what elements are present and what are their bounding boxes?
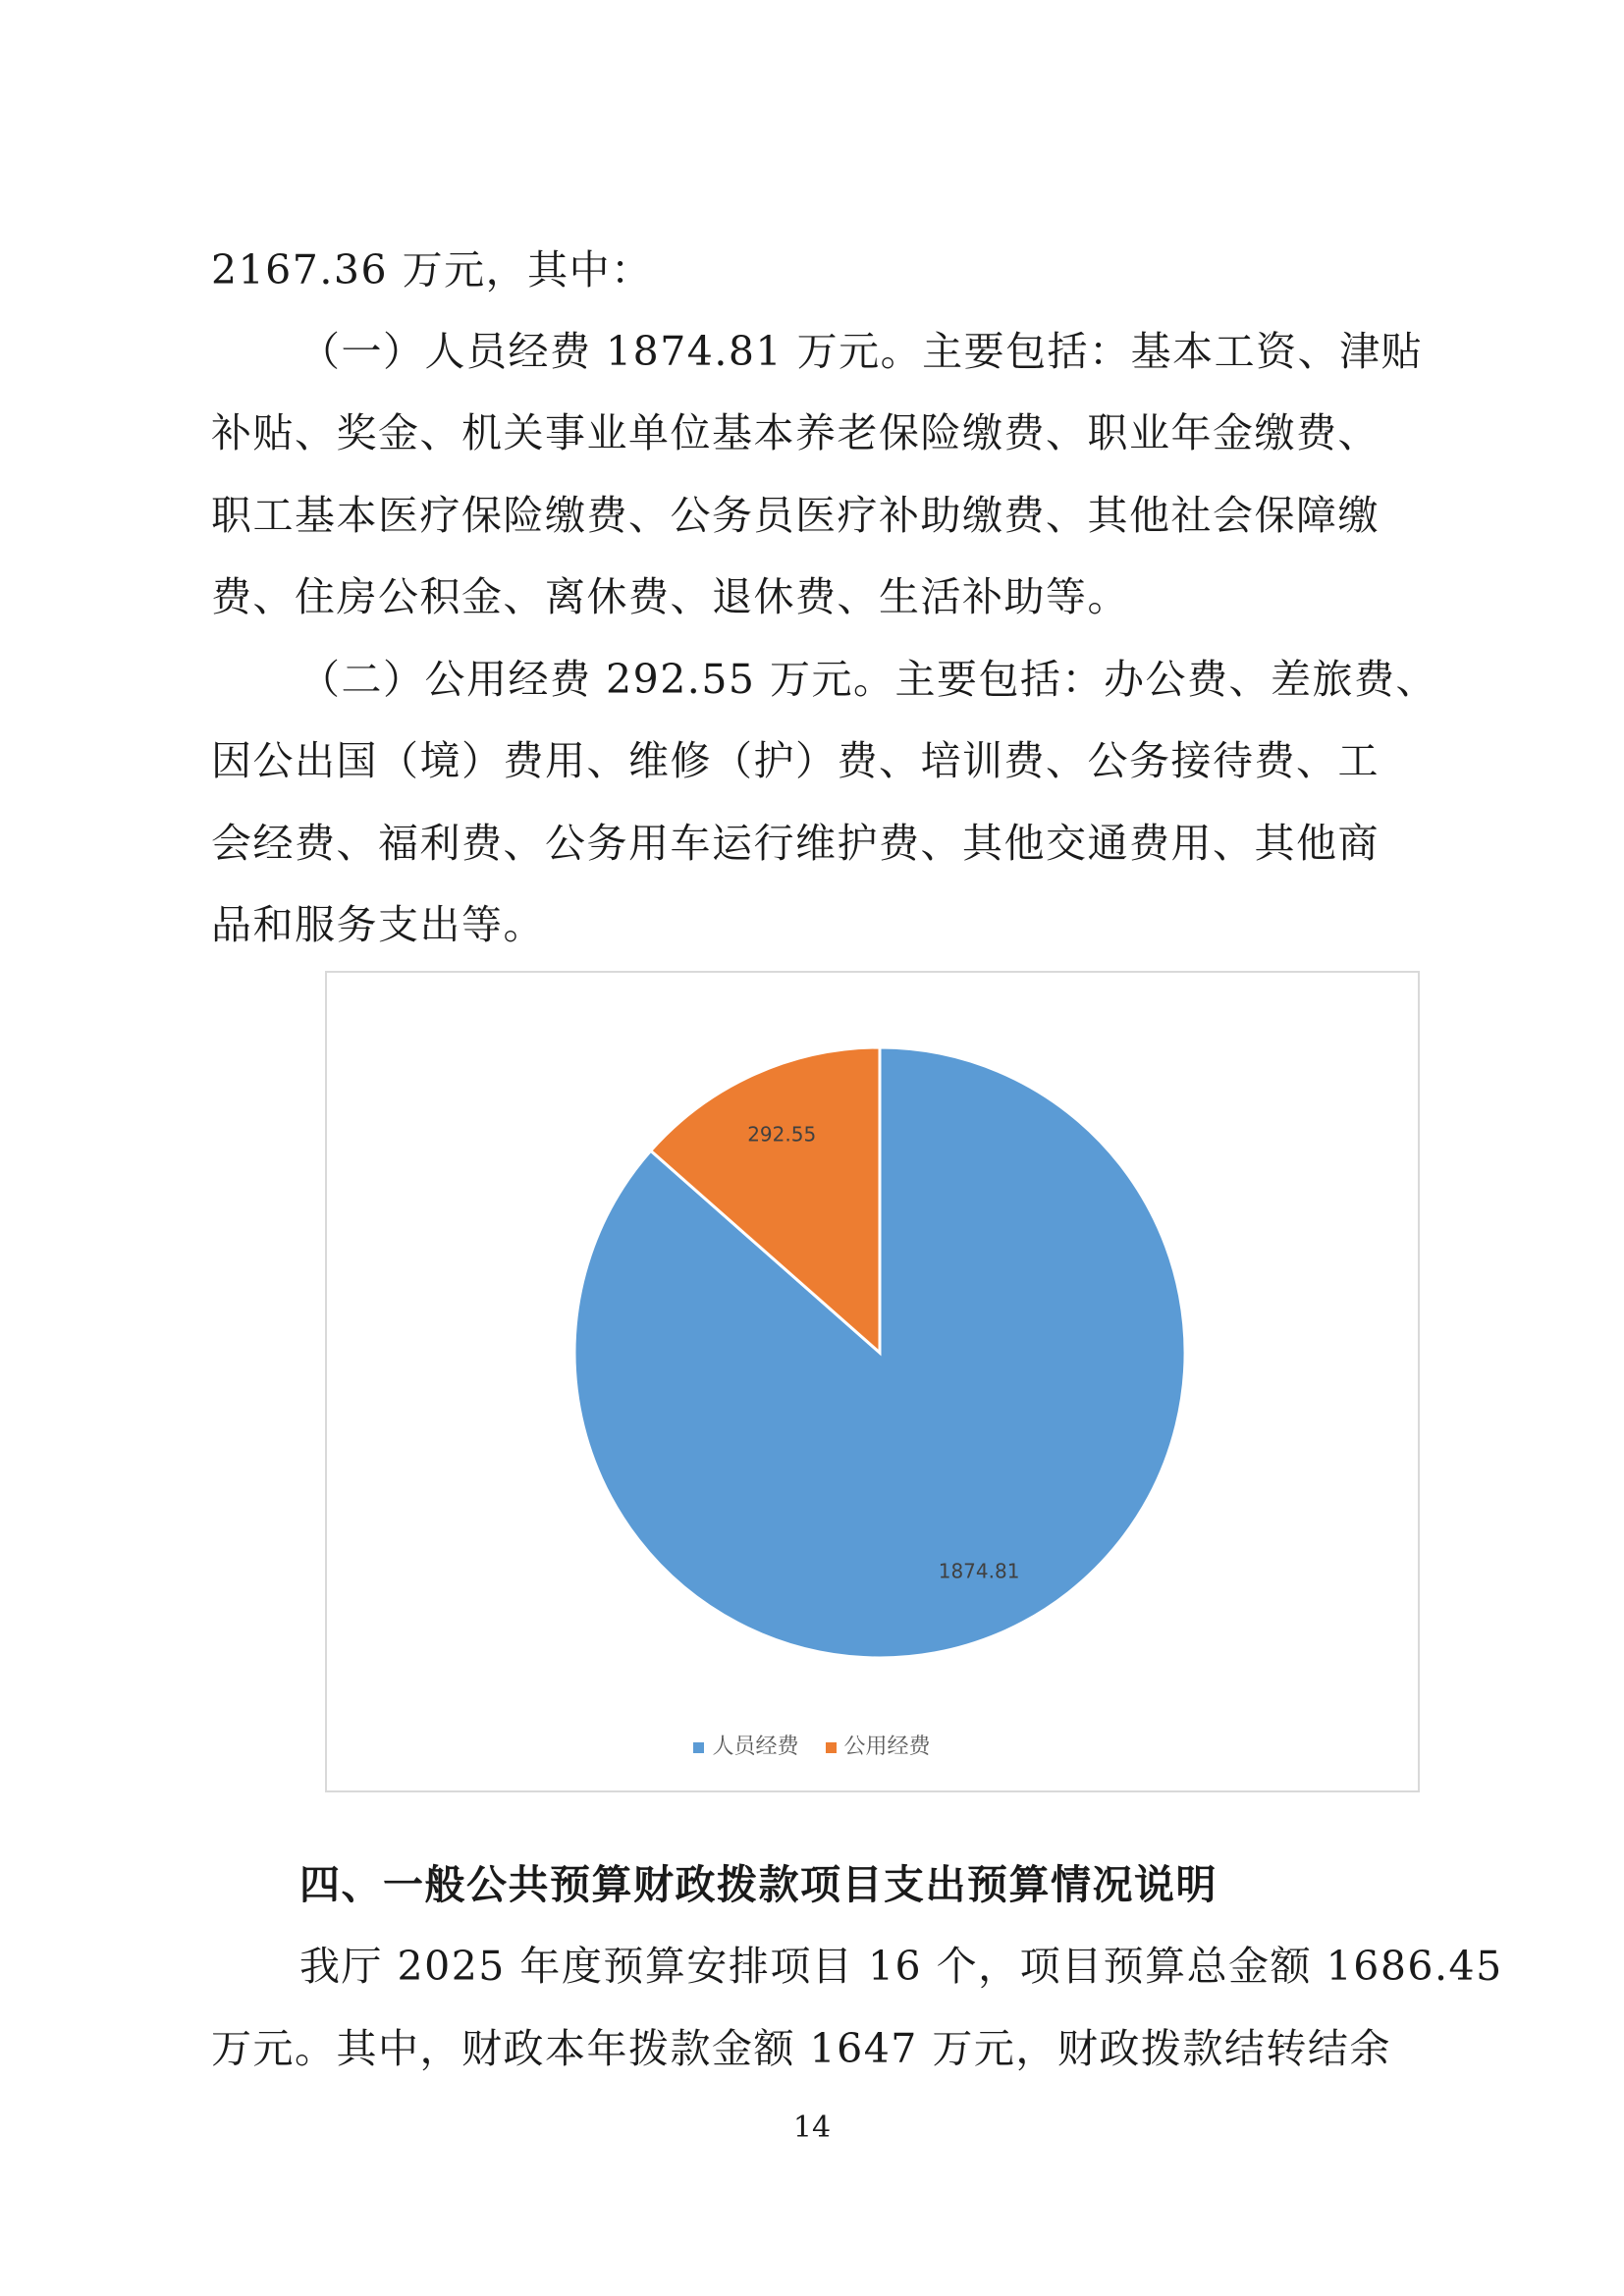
- body-line: 会经费、福利费、公务用车运行维护费、其他交通费用、其他商: [211, 820, 1380, 867]
- legend-item: [826, 1730, 931, 1760]
- body-line: 职工基本医疗保险缴费、公务员医疗补助缴费、其他社会保障缴: [211, 492, 1380, 539]
- body-line: 费、住房公积金、离休费、退休费、生活补助等。: [211, 573, 1129, 620]
- page-number: 14: [792, 2110, 832, 2145]
- legend-swatch: [693, 1742, 704, 1753]
- body-line: 万元。其中，财政本年拨款金额 1647 万元，财政拨款结转结余: [211, 2025, 1391, 2072]
- body-line: 补贴、奖金、机关事业单位基本养老保险缴费、职业年金缴费、: [211, 409, 1380, 456]
- body-line: 因公出国（境）费用、维修（护）费、培训费、公务接待费、工: [211, 737, 1380, 784]
- body-line: 2167.36 万元，其中：: [211, 246, 653, 294]
- legend-label: 人员经费: [712, 1735, 799, 1759]
- legend-swatch: [826, 1742, 837, 1753]
- body-line: 我厅 2025 年度预算安排项目 16 个，项目预算总金额 1686.45: [299, 1943, 1503, 1990]
- chart-legend: [0, 1730, 1624, 1760]
- pie-chart-frame: [325, 971, 1420, 1792]
- body-line: （二）公用经费 292.55 万元。主要包括：办公费、差旅费、: [299, 656, 1438, 703]
- legend-label: 公用经费: [843, 1735, 931, 1759]
- body-line: （一）人员经费 1874.81 万元。主要包括：基本工资、津贴: [299, 328, 1424, 375]
- pie-data-label: 292.55: [747, 1122, 817, 1147]
- section-heading: 四、一般公共预算财政拨款项目支出预算情况说明: [299, 1861, 1218, 1908]
- legend-item: [693, 1730, 798, 1760]
- body-line: 品和服务支出等。: [211, 901, 545, 948]
- pie-data-label: 1874.81: [938, 1559, 1020, 1583]
- pie-chart: [327, 973, 1418, 1790]
